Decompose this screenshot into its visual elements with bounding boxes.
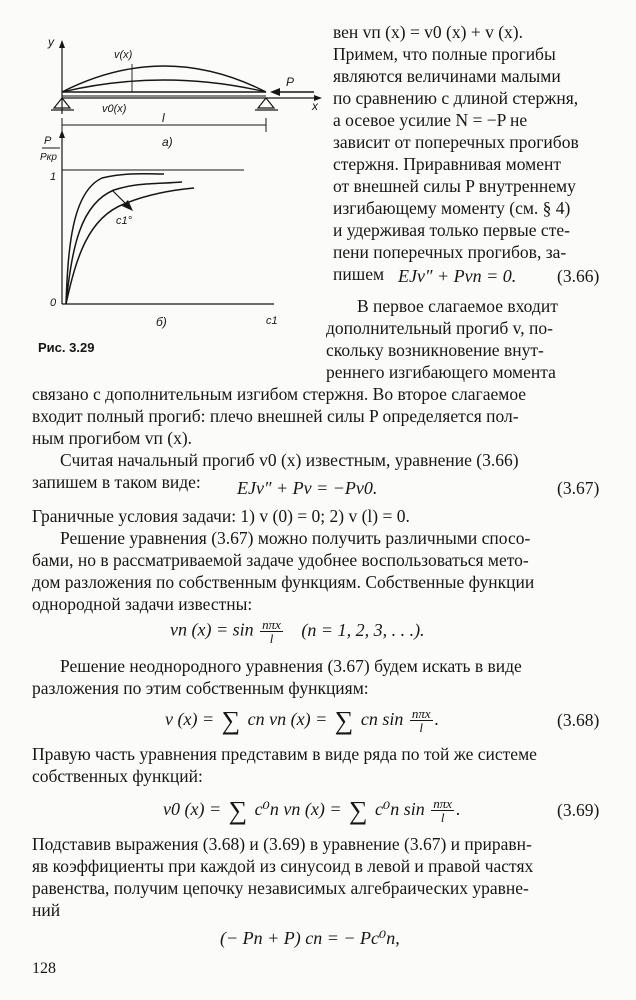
sum-symbol: ∑ [334, 706, 354, 735]
line: запишем в таком виде: [32, 472, 201, 492]
y-label-den: Pкр [40, 152, 57, 163]
force-arrowhead [270, 88, 280, 96]
line: входит полный прогиб: плечо внешней силы P определяется пол- [32, 406, 519, 426]
label-v0-x: v0(x) [102, 103, 127, 115]
fraction [260, 618, 283, 645]
line: изгибающему моменту (см. § 4) [333, 198, 571, 218]
line: а осевое усилие N = −P не [333, 110, 528, 130]
fraction-num: nπx [433, 796, 453, 812]
fraction-den: l [440, 810, 445, 826]
sum-symbol: ∑ [228, 796, 248, 825]
equation-3-68 [165, 706, 439, 736]
sum-symbol: ∑ [221, 706, 241, 735]
figure-caption: Рис. 3.29 [38, 340, 95, 355]
eq-end: . [434, 709, 440, 729]
figure-3-29 [38, 28, 358, 368]
line: по сравнению с длиной стержня, [333, 88, 579, 108]
line: ний [32, 900, 61, 920]
fraction-den: l [269, 631, 274, 646]
eq-part: cn sin [360, 709, 404, 729]
origin-label: 0 [50, 297, 57, 309]
line: пишем [333, 264, 385, 284]
line: дом разложения по собственным функциям. Собственные функции [32, 572, 535, 592]
fraction [410, 707, 433, 734]
line: и удерживая только первые сте- [333, 220, 570, 240]
equation-number: (3.68) [557, 710, 600, 730]
param-label: c1° [116, 215, 133, 227]
equation-3-67: EJv″ + Pv = −Pv0. [237, 478, 378, 498]
fraction-num: nπx [262, 617, 281, 632]
line: являются величинами малыми [333, 66, 561, 86]
eq-part: v (x) = [165, 709, 215, 729]
equation-3-69 [163, 796, 461, 826]
force-label: P [286, 75, 295, 89]
eq-part: (n = 1, 2, 3, . . .). [301, 619, 425, 640]
line: скольку возникновение внут- [326, 340, 544, 360]
fraction-num: nπx [411, 706, 431, 722]
label-a: а) [162, 135, 173, 149]
line: дополнительный прогиб v, по- [326, 318, 553, 338]
line: равенства, получим цепочку независимых алгебраических уравне- [32, 878, 529, 898]
equation-number: (3.67) [557, 478, 600, 498]
fraction [431, 797, 454, 824]
eq-end: . [456, 799, 461, 819]
line: Подставив выражения (3.68) и (3.69) в уравнение (3.67) и приравн- [32, 834, 532, 854]
label-v-x: v(x) [114, 49, 133, 61]
curve-initial-deflection [62, 80, 266, 92]
line: Решение уравнения (3.67) можно получить различными спосо- [60, 528, 531, 548]
line: ным прогибом vп (x). [32, 428, 193, 448]
line: Считая начальный прогиб v0 (x) известным, уравнение (3.66) [60, 450, 519, 470]
line: от внешней силы P внутреннему [333, 176, 576, 196]
line: реннего изгибающего момента [326, 362, 556, 382]
boundary-conditions: Граничные условия задачи: 1) v (0) = 0; 2) v (l) = 0. [32, 506, 410, 526]
equation-eigenfunctions [170, 618, 425, 645]
line: бами, но в рассматриваемой задаче удобнее воспользоваться мето- [32, 550, 529, 570]
line: вен vп (x) = v0 (x) + v (x). [333, 22, 523, 42]
line: яв коэффициенты при каждой из синусоид в левой и правой частях [32, 856, 534, 876]
eq-part: c⁰n vn (x) = [254, 799, 342, 819]
line: разложения по этим собственным функциям: [32, 678, 369, 698]
line: зависит от поперечных прогибов [333, 132, 579, 152]
line: пени поперечных прогибов, за- [333, 242, 567, 262]
line: связано с дополнительным изгибом стержня. Во второе слагаемое [32, 384, 527, 404]
line: стержня. Приравнивая момент [333, 154, 562, 174]
tick-one: 1 [50, 171, 57, 183]
line: Примем, что полные прогибы [333, 44, 556, 64]
fraction-den: l [419, 720, 424, 736]
curve-total-deflection [62, 66, 266, 92]
x-label-bottom: c1 [266, 315, 278, 327]
eq-part: cn vn (x) = [247, 709, 328, 729]
x-label-top: x [312, 99, 318, 113]
eq-part: v0 (x) = [163, 799, 222, 819]
line: Решение неоднородного уравнения (3.67) будем искать в виде [60, 656, 522, 676]
curve-2 [66, 182, 182, 304]
line: однородной задачи известны: [32, 594, 253, 614]
eq-part: vn (x) = sin [170, 619, 254, 640]
equation-number: (3.69) [557, 800, 600, 820]
page-number: 128 [32, 960, 56, 977]
y-label-num: P [44, 135, 52, 147]
label-b: б) [156, 315, 167, 329]
equation-final: (− Pn + P) cn = − Pc⁰n, [220, 928, 400, 948]
equation-3-66: EJv″ + Pvп = 0. [398, 266, 517, 286]
y-arrow-top [59, 40, 65, 48]
right-support [258, 98, 274, 108]
line: Правую часть уравнения представим в виде ряда по той же системе [32, 744, 537, 764]
equation-number: (3.66) [557, 266, 600, 286]
sum-symbol: ∑ [349, 796, 368, 825]
length-label: l [162, 111, 165, 125]
y-label-top: y [48, 35, 54, 49]
line: собственных функций: [32, 766, 203, 786]
eq-part: c⁰n sin [375, 799, 425, 819]
line: В первое слагаемое входит [357, 296, 558, 316]
